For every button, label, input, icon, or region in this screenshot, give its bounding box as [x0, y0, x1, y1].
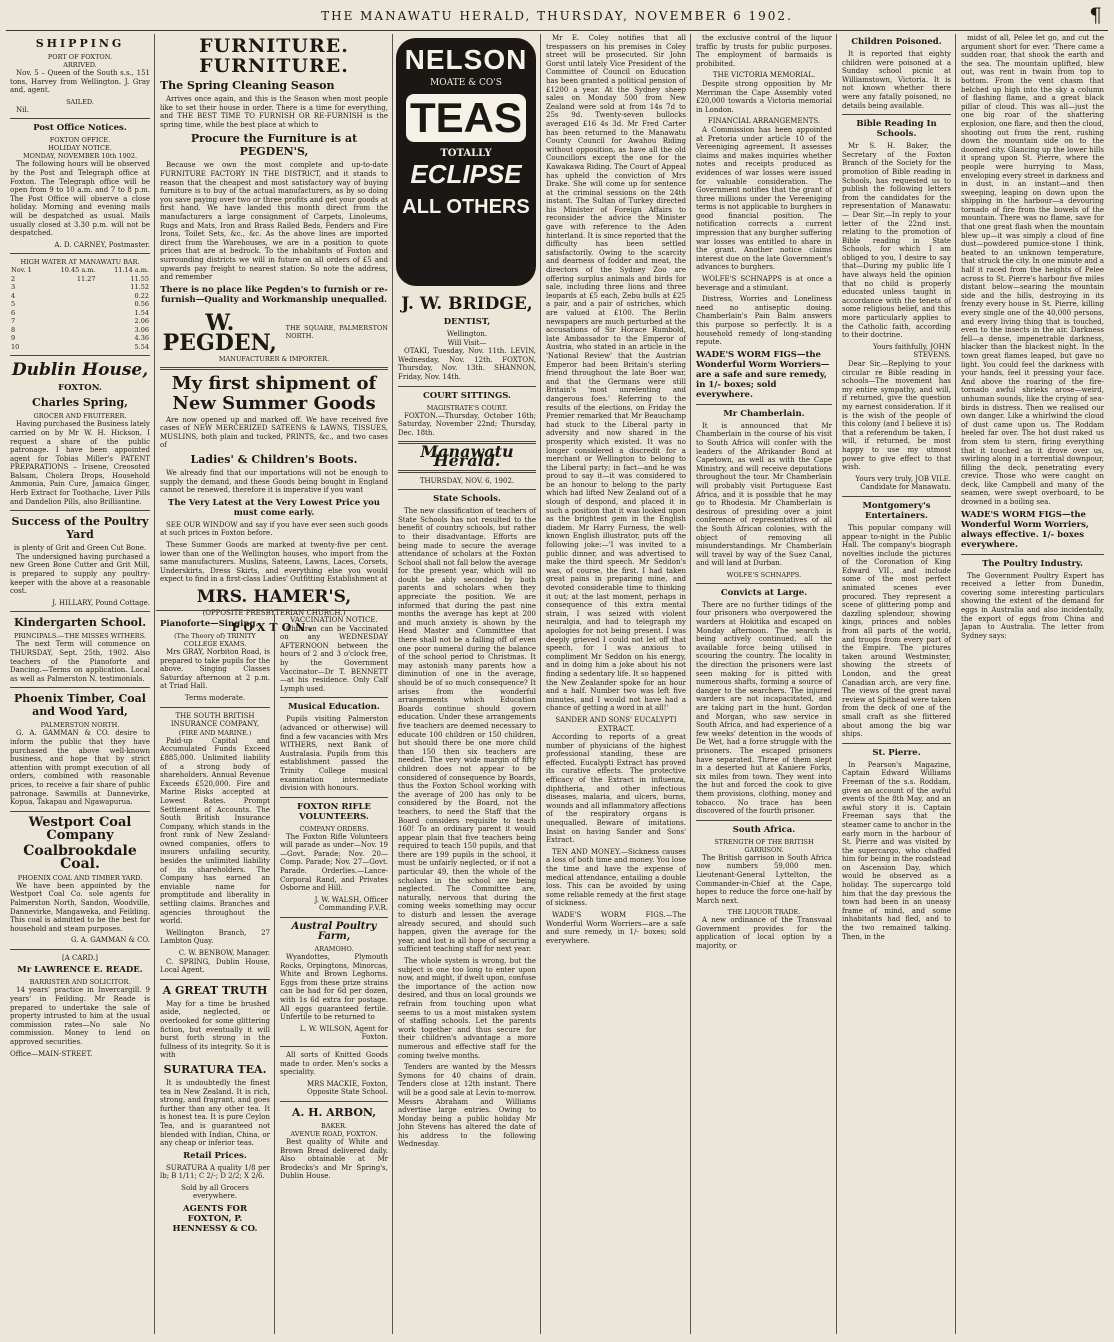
herald-title: Manawatu Herald. — [420, 442, 514, 470]
furniture-heading: FURNITURE. FURNITURE. — [199, 35, 349, 77]
tide-cell — [43, 317, 96, 326]
holiday-date: MONDAY, NOVEMBER 10th 1902. — [22, 152, 138, 161]
tide-row — [10, 343, 150, 352]
col7-worm: WADE'S WORM FIGS—the Wonderful Worm Worriers, always effective. 1/- boxes everywhere. — [961, 509, 1089, 550]
piano-text: Mrs GRAY, Norbiton Road, is prepared to take pupils for the above. Singing Classes Saturday afternoon at 2 p.m. at Triad Hall. — [160, 648, 270, 691]
pelee-text: midst of all, Pelee let go, and cut the argument short for ever. 'There came a sudden roar, that shook the earth and the sea. The mountain uplifted, blew out, was rent in twain from top to bottom. From the vent chasm that belched up high into the sky a column of flashing flame, and a great black pillar of cloud. This was all—just the one big roar of the shattering explosion, one flare, and then the cloud, shooting out from the rent, rushing down the mountain side on to the doomed city. Glancing up the lower hills it sprang upon St. Pierre, where the people were hurrying to Mass, enveloping every street in darkness and in dust, in an instant—and then sweeping, leaping on down upon the shipping in the harbour—a devouring tornado of fire from the bowels of the mountain. There was no flame, save for that one great flash when the mountain blew up—it was simply a cloud of fine dust—powdered pumice-stone I think, heated to an unknown temperature, that struck the city. In one minute and a half it raced from the heights of Pelee across to St. Pierre's harbour five miles distant below—searing the mountain side and the hills, destroying in its frenzy every house in St. Pierre, killing every single one of the 40,000 persons, and every living thing that is touched, even to the insects in the air. Darkness fell—a dense, impenetrable darkness, blacker than the blackest night. In the town great flames leaped, but gave no light. You could feel the darkness with your hands, feel it pressing your face. And above the roaring of the fire-tornado awful shrieks arose—weird, unhuman sounds, like the crying of sea-birds in distress. Then we realised our own danger. Like a whirlwind the cloud of dust came upon us. The Roddam heeled far over. The hot dust raked us from stem to stern, firing everything that it touched as it drove over us, swirling along in a torrential downpour, filling the deck, penetrating every crevice. Those who were caught on deck, like Campbell and many of the seamen, were swept overboard, to be drowned in a boiling sea. — [961, 34, 1104, 507]
lowest-price: The Very Latest at the Very Lowest Price you must come early. — [168, 497, 380, 518]
tide-cell — [43, 343, 96, 352]
poultry-industry-text: The Government Poultry Expert has received a letter from Dunedin, covering some interesting particulars showing the extent of the demand for eggs in Australia and also incidentally, the export of eggs from China and Japan to Australia. The letter from Sydney says: — [961, 571, 1104, 640]
col5-top-text: the exclusive control of the liquor traffic by trusts for public purposes. The employment of barmaids is prohibited. — [696, 34, 832, 68]
pegden-name: W. PEGDEN, — [162, 309, 277, 356]
spring-text: Arrives once again, and this is the Season when most people like to set their house in order. There is a time for everything, and THE BEST TIME TO FURNISH OR RE-FURNISH is the spring time, while the best place at which to — [160, 95, 388, 129]
procure-heading: Procure the Furniture is at PEGDEN'S, — [190, 132, 358, 159]
truth-text: May for a time be brushed aside, neglected, or overlooked for some glittering fiction, but eventually it will burst forth strong in the fullness of its integrity. So it is with — [160, 999, 270, 1060]
tide-cell: 0.22 — [134, 291, 149, 300]
piano-sub: (The Theory of) TRINITY COLLEGE EXAMS. — [174, 632, 256, 648]
tide-cell: 11.27 — [76, 274, 96, 283]
column-2a — [156, 616, 274, 1332]
tide-cell: 10 — [11, 342, 20, 351]
baker-line: BAKER. — [320, 1121, 348, 1130]
court-heading: COURT SITTINGS. — [422, 390, 512, 401]
teas-word: TEAS — [406, 94, 526, 142]
wellington-branch: Wellington Branch, 27 Lambton Quay. — [160, 928, 270, 946]
convicts-heading: Convicts at Large. — [720, 587, 808, 598]
tide-cell: 5.54 — [134, 342, 149, 351]
tide-row — [10, 334, 150, 343]
arrived-heading: ARRIVED. — [63, 61, 97, 69]
phoenix-agents: PHOENIX COAL AND TIMBER YARD. — [17, 873, 143, 882]
ladies-text: We already find that our importations will not be enough to supply the demand, and these Goods being bought in England cannot be renewed, therefore it is imperative if you want — [160, 469, 388, 495]
austral-heading: Austral Poultry Farm, — [291, 921, 377, 943]
column-rule — [154, 34, 155, 1334]
suratura-text: It is undoubtedly the finest tea in New Zealand. It is rich, strong, and fragrant, and goes further than any other tea. It is honest tea. It is pure Ceylon Tea, and is guaranteed not blended with Indian, China, or any cheap or inferior teas. — [160, 1078, 270, 1148]
convicts-text: There are no further tidings of the four prisoners who overpowered the warders at Hokitika and escaped on Monday afternoon. The search is being actively continued, all the available force being utilised in scouring the country. The locality in the direction the prisoners were last seen making for is pitted with numerous shafts, forming a source of danger to the searchers. The injured warders are not incapacitated, and are taking part in the hunt. Gordon and Morgan, who saw service in South Africa, and had experience of a few weeks' detention in the woods of De Wet, had a force struggle with the prisoners. The escaped prisoners have separated. Three of them slept in a deserted hut at Kaniere Forks, six miles from town. They went into the hut and forced the cook to give them provisions, clothing, money and tobacco. No trace has been discovered of the fourth prisoner. — [696, 600, 832, 816]
coalbrookdale-heading: Coalbrookdale Coal. — [23, 842, 137, 872]
tide-cell — [43, 334, 96, 343]
column-4 — [542, 34, 690, 1334]
wolfe-text: Distress, Worries and Loneliness need no antiseptic dosing. Chamberlain's Pain Balm answers this purpose so perfectly. It is a household remedy of long-standing repute. — [696, 295, 832, 347]
magistrate: MAGISTRATE'S COURT. — [426, 403, 508, 412]
victoria-text: Despite strong opposition by Mr Merriman the Cape Assembly voted £20,000 towards a Victoria memorial in London. — [696, 79, 832, 114]
bridge-heading: J. W. BRIDGE, — [401, 294, 533, 314]
bible-text: Mr S. H. Baker, the Secretary of the Foxton Branch of the Society for the promotion of Bible reading in Schools, has requested us to publish the following letters from the candidates for the representation of Manawatu:— Dear Sir,—In reply to your letter of the 22nd inst. relating to the promotion of Bible reading in State Schools, for which I am obliged to you, I desire to say that—During my public life I have always held the opinion that no child is properly educated unless taught in accordance with the tenets of some religious belief, and this more particularly applies to the Catholic faith, according to their doctrine. — [842, 142, 951, 340]
tide-cell — [43, 326, 96, 335]
tide-cell: 1.54 — [134, 308, 149, 317]
kindergarten-heading: Kindergarten School. — [13, 616, 147, 630]
westport-heading: Westport Coal Company — [28, 814, 132, 843]
stevens-sign: Yours faithfully, JOHN STEVENS. — [872, 342, 951, 360]
holiday-notice: HOLIDAY NOTICE. — [48, 144, 112, 153]
chamberlain-heading: Mr Chamberlain. — [723, 408, 805, 419]
aramoho: ARAMOHO. — [314, 945, 354, 954]
great-truth: A GREAT TRUTH — [162, 983, 268, 997]
column-3 — [394, 292, 540, 1332]
tide-cell — [43, 283, 96, 292]
column-2b — [276, 616, 392, 1332]
phoenix-text: G. A. GAMMAN & CO. desire to inform the public that they have purchased the above well-known business, and hope that by strict attention with prompt execution of all orders, combined with reasonable prices, to receive a fair share of public patronage. Sawmills at Dannevirke, Kopua, Takapau and Ngawapurua. — [10, 729, 150, 807]
palmerston-north: PALMERSTON NORTH. — [40, 721, 120, 730]
hamer-sub: (OPPOSITE PRESBYTERIAN CHURCH.) — [202, 609, 346, 617]
summer-text: These Summer Goods are marked at twenty-five per cent. lower than one of the Wellington houses, who import from the same manufacturers. Muslins, Sateens, Lawns, Laces, Corsets, Underskirts, Dress Skirts, and everything else you would expect to find in a first-class Ladies' Outfitting Establishment at — [160, 541, 388, 584]
musical-heading: Musical Education. — [288, 702, 380, 713]
tide-cell: 10.45 a.m. — [60, 266, 96, 275]
office-line: Office—MAIN-STREET. — [10, 1049, 93, 1058]
tide-row — [10, 326, 150, 335]
nelson-word: NELSON — [404, 44, 528, 75]
tide-cell — [43, 309, 96, 318]
hamer-town: FOXTON. — [231, 620, 317, 634]
arrived-text: Nov. 5 – Queen of the South s.s., 151 tons, Harvey from Wellington. J. Gray and, agent. — [10, 69, 150, 95]
tide-cell: 4 — [11, 291, 16, 300]
wilson-sign: L. W. WILSON, Agent for Foxton. — [299, 1024, 388, 1042]
col4-worm-text: WADE'S WORM FIGS.—The Wonderful Worm Worriers—are a safe and sure remedy, in 1/- boxes; sold everywhere. — [546, 910, 686, 945]
tide-cell: 8 — [11, 325, 16, 334]
arbon-text: Best quality of White and Brown Bread delivered daily. Also obtainable at Mr Brodecks's and Mr Spring's, Dublin House. — [280, 1137, 388, 1181]
vaccination-heading: VACCINATION NOTICE. — [290, 616, 378, 624]
tide-table — [10, 266, 150, 351]
column-rule — [955, 34, 956, 1334]
spring-cleaning: The Spring Cleaning Season — [160, 79, 335, 92]
dentist: DENTIST, — [443, 317, 491, 327]
shipment-text: Are now opened up and marked off. We have received five cases of NEW MERCERIZED SATEENS & LAWNS, TISSUES, MUSLINS, both plain and tucked, PRINTS, &c., and two cases of — [160, 415, 388, 450]
tide-row — [10, 292, 150, 301]
post-office-heading: Post Office Notices. — [33, 123, 127, 134]
tide-cell: 11.14 a.m. — [114, 266, 149, 275]
dublin-house-heading: Dublin House, — [11, 360, 149, 381]
section-rule — [156, 610, 392, 611]
chamberlain-text: It is announced that Mr Chamberlain in the course of his visit to South Africa will confer with the leaders of the Afrikander Bond at Capetown, as well as with the Cape Ministry, and will receive deputations throughout the tour. Mr Chamberlain will probably visit Portuguese East Africa, and it is possible that he may go to Rhodesia. Mr Chamberlain is desirous of presiding over a joint conference of representatives of all the South African colonies, with the object of removing all misunderstandings. Mr Chamberlain will travel by way of the Suez Canal, and will land at Durban. — [696, 421, 832, 568]
tide-cell: 9 — [11, 334, 16, 343]
piano-terms: Terms moderate. — [184, 693, 246, 702]
liquor-text: A new ordinance of the Transvaal Government provides for the application of local option by a majority, or — [696, 916, 832, 951]
tide-cell — [43, 300, 96, 309]
schools-text: The new classification of teachers of State Schools has not resulted to the benefit of country schools, but rather to their disadvantage. Efforts are being made to secure the average attendance of scholars at the Foxton School shall not fall below the average for the present year, which will no doubt be ably seconded by both parents and scholars when they appreciate the position. We are informed that during the past nine months the average has kept at 200 and much anxiety is shown by the Head Master and Committee that there shall not be a falling off of even one poor numeral during the balance of the school period to Christmas. It may astonish many parents how a diminution of one in the average, should be of so much consequence? It arises from the wonderful arrangements which Education Boards continue should govern education. Under these arrangements five teachers are deemed necessary to educate 100 children or 150 children, but should there be one more child than 150 then six teachers are needed. The very wide margin of fifty children does not appear to be considered of consequence by Boards, thus the Foxton School working with the average of 200 has only to be considered by the Board, not the teachers, to need the Staff that the Board considers requisite to teach 160! To an ordinary parent it would appear plain that five teachers being required to teach 150 pupils, and that there are 199 pupils in the school, it must be unfairly neglected, or if not a particular 49, then the whole of the scholars in the school are being neglected. The Committee are, naturally, nervous that during the coming weeks something may occur to disturb and lessen the average already secured, and should such happen, given the average for the year, and lost is all hope of securing a sufficient teaching staff for next year. — [398, 507, 536, 954]
tenders-text: Tenders are wanted by the Messrs Symons for 40 chains of drain. Tenders close at 12th instant. There will be a good sale at Levin to-morrow. Messrs Abraham and Williams advertise large entries. Owing to Monday being a public holiday Mr John Stevens has altered the date of his address to the following Wednesday. — [398, 1063, 536, 1149]
column-1 — [6, 34, 154, 1334]
no-place-line: There is no place like Pegden's to furnish or re-furnish—Quality and Workmanship unequalled. — [160, 284, 388, 305]
top-rule — [6, 30, 1108, 31]
montgomery-text: This popular company will appear to-night in the Public Hall. The company's biograph novelties include the pictures of the Coronation of King Edward VII., and include some of the most perfect animated scenes ever procured. They represent a scene of glittering pomp and dazzling splendour, showing kings, princes and nobles from all parts of the world, and troops from every part of the Empire. The pictures taken around Westminster, showing the streets of London, and the great Canadian arch, are very fine. The views of the great naval review at Spithead were taken from the deck of one of the small craft as she flittered about among the big war ships. — [842, 523, 951, 739]
column-rule — [690, 34, 691, 1334]
sailed-nil: Nil. — [16, 105, 29, 114]
tide-cell: 11.52 — [130, 283, 149, 292]
will-visit: Will Visit— — [447, 338, 487, 347]
poultry-yard-text: The undersigned having purchased a new Green Bone Cutter and Grit Mill, is prepared to supply any poultry-keeper with the above at a reasonable cost. — [10, 552, 150, 596]
sander-text: According to reports of a great number of physicians of the highest professional standing, these are effected. Eucalypti Extract has proved its curative effects. The protective efficacy of the Extract in influenza, diphtheria, and other infectious diseases, malaria, and ulcers, burns, wounds and all inflammatory affections of the respiratory organs is unequalled. Beware of imitations. Insist on having Sander and Sons' Extract. — [546, 733, 686, 845]
south-british-heading: THE SOUTH BRITISH INSURANCE COMPANY, — [170, 711, 260, 729]
pegden-address: THE SQUARE, PALMERSTON NORTH. — [285, 323, 388, 340]
high-water-heading: HIGH WATER AT MANAWATU BAR. — [20, 258, 140, 267]
phoenix-heading: Phoenix Timber, Coal and Wood Yard, — [14, 692, 146, 719]
musical-text: Pupils visiting Palmerston (advanced or otherwise) will find a few vacancies with Mrs WITHERS, next Bank of Australasia. Pupils from this establishment passed the Trinity College musical examination intermediate division with honours. — [280, 715, 388, 793]
sailed-heading: SAILED. — [66, 97, 94, 106]
card-label: [A CARD.] — [61, 953, 98, 962]
walsh-sign: J. W. WALSH, Officer Commanding F.V.R. — [314, 895, 388, 913]
charles-spring: Charles Spring, — [31, 396, 128, 410]
suratura-heading: SURATURA TEA. — [163, 1062, 267, 1076]
poultry-industry-heading: The Poultry Industry. — [982, 558, 1083, 569]
schools-text-2: The whole system is wrong, but the subject is one too long to enter upon now, and might, if dwelt upon, confuse the importance of the action now desired, and thus on local grounds we refrain from touching upon what seems to us a most mistaken system of staffing schools. Let the parents work together and thus secure for their children's advantage a more numerous and effective staff for the coming twelve months. — [398, 957, 536, 1060]
suratura-prices: SURATURA A quality 1/8 per lb; B 1/11; C 2/-; D 2/2; X 2/6. — [160, 1163, 270, 1181]
bible-heading: Bible Reading In Schools. — [856, 119, 937, 140]
victoria-heading: THE VICTORIA MEMORIAL. — [712, 71, 816, 80]
tide-cell: 11.55 — [130, 274, 149, 283]
tide-cell: 2.06 — [134, 317, 149, 326]
post-office-text: The following hours will be observed by the Post and Telegraph office at Foxton. The Telegraph office will be open from 9 to 10 a.m. and 7 to 8 p.m. The Post Office will observe a close holiday. Morning and evening mails will be despatched as usual. Mails usually closed at 3.30 p.m. will not be despatched. — [10, 160, 150, 238]
tide-cell: 2 — [11, 274, 16, 283]
tide-cell: 4.36 — [134, 334, 149, 343]
tide-cell: 7 — [11, 317, 16, 326]
tide-row — [10, 266, 150, 275]
column-rule — [392, 34, 393, 1334]
poultry-yard-heading: Success of the Poultry Yard — [11, 515, 149, 542]
agents-line: AGENTS FOR FOXTON, P. HENNESSY & CO. — [172, 1204, 258, 1235]
st-pierre-heading: St. Pierre. — [872, 747, 921, 758]
tide-cell: 6 — [11, 308, 16, 317]
arbon-heading: A. H. ARBON, — [291, 1105, 377, 1119]
wellington: Wellington. — [446, 330, 488, 338]
court-text: FOXTON.—Thursday, October 16th; Saturday, November 22nd; Thursday, Dec. 18th. — [398, 411, 536, 437]
austral-text: Wyandottes, Plymouth Rocks, Orpingtons, Minorcas, White and Brown Leghorns. Eggs from these prize strains can be had for 6d per dozen, with 1s 6d extra for postage. All eggs guaranteed fertile. Unfertile to be returned to — [280, 953, 388, 1022]
south-british-text: Paid-up Capital and Accumulated Funds Exceed £885,000. Unlimited liability of a strong body of shareholders. Annual Revenue Exceeds £520,000. Fire and Marine Risks accepted at Lowest Rates. Prompt Settlement of Accounts. The South British Insurance Company, which stands in the front rank of New Zealand-owned companies, offers to insurers unfailing security, besides the unlimited liability of its shareholders. The Company has earned an enviable name for promptitude and liberality in settling claims. Branches and agencies throughout the world. — [160, 736, 270, 926]
totally-word: TOTALLY — [440, 148, 492, 159]
foxton-office: FOXTON OFFICE. — [49, 136, 111, 145]
tide-row — [10, 309, 150, 318]
state-schools-heading: State Schools. — [433, 494, 501, 505]
liquor-heading: THE LIQUOR TRADE. — [727, 908, 801, 917]
ladies-boots: Ladies' & Children's Boots. — [190, 453, 358, 467]
procure-text: Because we own the most complete and up-to-date FURNITURE FACTORY IN THE DISTRICT, and it stands to reason that the cheapest and most satisfactory way of buying furniture is to buy of the actual manufacturers, as by so doing you save paying over two or three profits and get your goods at first hand. We have landed this month direct from the manufacturers a large consignment of Carpets, Linoleums, Rugs and Mats, Iron and Brass Railed Beds, Fenders and Fire Irons, Toilet Sets, &c., &c. As the above lines are imported direct from the Warehouses, we are in a position to quote prices that are at bedrock. To the inhabitants of Foxton and surrounding districts we will in future on all orders of £5 and upwards pay freight to nearest station. So note the address, and remember — [160, 161, 388, 282]
westport-text: We have been appointed by the Westport Coal Co. sole agents for Palmerston North, Sandon, Woodville, Dannevirke, Mangaweka, and Feilding. This coal is admitted to be the best for household and steam purposes. — [10, 881, 150, 933]
postmaster: A. D. CARNEY, Postmaster. — [54, 240, 150, 249]
montgomery-heading: Montgomery's Entertainers. — [862, 500, 931, 521]
poisoned-heading: Children Poisoned. — [851, 37, 942, 47]
herald-date: THURSDAY, NOV. 6, 1902. — [419, 476, 515, 485]
hamer-name: MRS. HAMER'S, — [196, 587, 352, 607]
reade-text: 14 years' practice in Invercargill. 9 years' in Feilding. Mr Reade is prepared to undertake the sale of property intrusted to him at the usual commission rates—No sale No commission. Money to lend on approved securities. — [10, 986, 150, 1047]
nelson-tea-ad — [396, 38, 536, 286]
reade-heading: Mr LAWRENCE E. READE. — [17, 965, 143, 976]
tide-row — [10, 283, 150, 292]
mackie-sign: MRS MACKIE, Foxton, Opposite State School. — [306, 1079, 388, 1097]
port-heading: PORT OF FOXTON. — [47, 53, 113, 61]
tide-cell: 0.56 — [134, 300, 149, 309]
principals: PRINCIPALS.—THE MISSES WITHERS. — [14, 632, 146, 641]
fire-marine: (FIRE AND MARINE.) — [178, 728, 252, 737]
kindergarten-text: The next Term will commence on THURSDAY, Sept. 25th, 1902. Also teachers of the Pianoforte and Dancing.—Terms on application. Local as well as Palmerston N. testimonials. — [10, 640, 150, 683]
st-pierre-text: In Pearson's Magazine, Captain Edward Williams Freeman of the s.s. Roddam, gives an account of the awful events of the 8th May, and an awful story it is. Captain Freeman says that the steamer came to anchor in the early morn in the harbour of St. Pierre and was visited by the supercargo, who chaffed him for being in the roadstead on Ascension Day, which would be observed as a holiday. The supercargo told him that the day previous the town had been in an uneasy frame of mind, and some inhabitants had fled, and to the two remained talking. Then, in the — [842, 760, 951, 941]
tide-cell: 3 — [11, 283, 16, 292]
tide-cell: Nov. 1 — [11, 266, 32, 275]
sander-heading: SANDER AND SONS' EUCALYPTI EXTRACT. — [555, 715, 677, 733]
all-others-word: ALL OTHERS — [402, 196, 530, 218]
column-rule — [274, 614, 275, 1334]
dublin-town: FOXTON. — [58, 383, 102, 394]
column-6 — [838, 34, 955, 1334]
tide-row — [10, 275, 150, 284]
spring-agent: C. SPRING, Dublin House, Local Agent. — [160, 957, 270, 975]
moate-word: MOATE & CO'S — [430, 78, 502, 88]
tide-row — [10, 300, 150, 309]
garrison-text: The British garrison in South Africa now numbers 59,000 men. Lieutenant-General Lyttelton, the Commander-in-Chief at the Cape, hopes to reduce the force one-half by March next. — [696, 853, 832, 905]
rifle-heading: FOXTON RIFLE VOLUNTEERS. — [297, 801, 371, 822]
column-rule — [540, 34, 541, 1334]
shipping-heading: SHIPPING — [35, 37, 125, 50]
gamman-sign: G. A. GAMMAN & CO. — [70, 936, 150, 945]
retail-prices: Retail Prices. — [183, 1150, 247, 1161]
benbow-sign: C. W. BENBOW, Manager. — [178, 949, 270, 957]
poisoned-text: It is reported that eighty children were poisoned at a Sunday school picnic at Williamstown, Victoria. It is not known whether there were any fatally poisoned, no details being available. — [842, 50, 951, 110]
column-rule — [836, 34, 837, 1334]
tide-cell — [43, 292, 96, 301]
col4-top-text: Mr E. Coley notifies that all trespassers on his premises in Coley street will be prosecuted. Sir John Gorst until lately Vice President of the Committee of Council on Education has been granted a political pension of £1200 a year. At the Sydney sheep sales on Monday 500 from New Zealand were sold at from 14s 7d to 25s 9d. Twenty-seven bullocks averaged £16 4s 3d. Mr Fred Carter has been returned to the Manawatu County Council for Awahou Riding without opposition, as have all the old Councillors except the one for the Kawakawa Riding. The Court of Appeal has upheld the conviction of Mrs Drake. She will come up for sentence at the criminal sessions on the 24th instant. The Sultan of Turkey directed his Minister of Foreign Affairs to reconsider the advice the Minister gave with reference to the Aden hinterland. It is since reported that the difficulty has been settled satisfactorily. Owing to the scarcity and dearness of fodder and meat, the directors of the Sydney Zoo are offering surplus animals and birds for sale, including three lions and three leopards at £5 each, Zebu bulls at £25 a pair, and a pair of ostriches, which are valued at £100. The Berlin newspapers are much perturbed at the accusations of Sir Horace Rumbold, late Ambassador to the Emperor of Austria, who stated in an article in the 'National Review' that the Austrian Emperor had been Britain's sterling friend throughout the late Boer war, and that the Germans were still Britain's 'most unrelenting and dangerous foes.' Referring to the results of the elections, on Friday the Premier remarked that Mr Beauchamp had stuck to the Liberal party in adversity and now shared in the prosperity which existed. It was no longer considered a discredit for a merchant or Wellington to belong to the Liberal party; in fact—and he was proud to say it—it was considered to be an honour to belong to the party which had lifted New Zealand out of a slough of despond, and placed it in such a position that it was looked upon as the brightest gem in the English diadem. Mr Harry Furness, the well-known English illustrator, puts off the following joke:—'I was invited to a public dinner, and was advertised to make the third speech. Mr Seddon's was, of course, the first. I had taken great pains in preparing mine, and devoted considerable time to thinking it out; at the last moment, perhaps in consequence of this extra mental strain, I was seized with violent neuralgia, and had to telegraph my apologies for not being present. I was deeply grieved I could not let off that speech, for I was anxious to compliment Mr Seddon on his energy, and in doing him a joke about his not finding a sedentary life. It so happened the New Zealander spoke for an hour and a half. Number two was left five minutes, and I would not have had a chance of getting a word in at all!' — [546, 34, 686, 713]
tide-cell: 5 — [11, 300, 16, 309]
piano-heading: Pianoforte—Singing. — [160, 619, 259, 629]
window-text: SEE OUR WINDOW and say if you have ever seen such goods at such prices in Foxton before. — [160, 520, 388, 538]
vile-sign: Yours very truly, JOB VILE. Candidate for Manawatu. — [855, 474, 951, 492]
dear-sir-text: Dear Sir,—Replying to your circular re Bible reading in schools—The movement has my entire sympathy, and will, if returned, give the question my earnest consideration. If it is the wish of the people of this colony (and I believe it is) that a referendum be taken, I will, if returned, be most happy to use my utmost power to give effect to that wish. — [842, 360, 951, 472]
financial-heading: FINANCIAL ARRANGEMENTS. — [707, 117, 821, 126]
rifle-text: The Foxton Rifle Volunteers will parade as under—Nov. 19—Govt. Parade; Nov. 20—Comp. Parade; Nov. 27—Govt. Parade. Orderlies.—Lance-Corporal Rand, and Privates Osborne and Hill. — [280, 832, 388, 893]
tide-row — [10, 317, 150, 326]
barrister: BARRISTER AND SOLICITOR. — [29, 978, 131, 987]
tide-cell: 3.06 — [134, 325, 149, 334]
page-corner-mark: ¶ — [1089, 3, 1104, 27]
column-7 — [957, 34, 1108, 1334]
hillary-sign: J. HILLARY, Pound Cottage. — [52, 598, 150, 607]
manufacturer: MANUFACTURER & IMPORTER. — [218, 354, 330, 363]
masthead-title: THE MANAWATU HERALD, THURSDAY, NOVEMBER 6 1902. — [321, 9, 793, 23]
avenue-line: AVENUE ROAD, FOXTON. — [290, 1129, 378, 1138]
masthead — [0, 0, 1114, 30]
wolfe-line: WOLFE'S SCHNAPPS is at once a beverage and a stimulant. — [696, 275, 832, 292]
visits-text: OTAKI, Tuesday, Nov. 11th. LEVIN, Wednesday, Nov. 12th. FOXTON, Thursday, Nov. 13th. SHANNON, Friday, Nov. 14th. — [398, 347, 536, 381]
sold-line: Sold by all Grocers everywhere. — [181, 1183, 249, 1201]
financial-text: A Commission has been appointed at Pretoria under article 10 of the Vereeniging agreement. It assesses claims and makes inquiries whether notes and receipts produced as evidences of war losses were issued for valuable consideration. The Government notifies that the grant of three millions under the Vereeniging terms is not applicable to burghers in good financial position. The notification corrects a current impression that any burgher suffering war losses was entitled to share in the grant. Another notice claims interest due on the late Government's advances to burghers. — [696, 125, 832, 272]
vaccination-text: Children can be Vaccinated on any WEDNESDAY AFTERNOON between the hours of 2 and 3 o'clock free, by the Government Vaccinator—Dr T. BENNETT—at his residence. Only Calf Lymph used. — [280, 624, 388, 693]
company-orders: COMPANY ORDERS. — [299, 824, 369, 833]
wolfe-schnapps: WOLFE'S SCHNAPPS. — [726, 570, 802, 579]
south-africa-heading: South Africa. — [732, 824, 796, 835]
grocer-heading: GROCER AND FRUITERER. — [33, 412, 127, 421]
knitted-text: All sorts of Knitted Goods made to order. Men's socks a speciality. — [280, 1050, 388, 1077]
poultry-yard-sub: is plenty of Grit and Green Cut Bone. — [13, 544, 147, 553]
column-5 — [692, 34, 836, 1334]
eclipse-word: ECLIPSE — [410, 159, 522, 189]
shipment-heading: My first shipment of New Summer Goods — [171, 372, 377, 414]
time-money-text: TEN AND MONEY.—Sickness causes a loss of both time and money. You lose the time and have the expense of medical attendance, entailing a double loss. This can be avoided by using some reliable remedy at the first stage of sickness. — [546, 847, 686, 908]
col5-worm: WADE'S WORM FIGS—the Wonderful Worm Worriers—are a safe and sure remedy, in 1/- boxes; sold everywhere. — [696, 349, 830, 400]
grocer-text: Having purchased the Business lately carried on by Mr W. H. Hickson, I request a share of the public patronage. I have been appointed agent for Tobias Miller's PATENT PREPARATIONS – Irisene, Creosoted Balsam, Cholera Drops, Household Ammonia, Pain Cure, Jamaica Ginger, Herb Extract for Toothache, Liver Pills and Dandelion Pills, also Brilliantine. — [10, 420, 150, 506]
garrison-heading: STRENGTH OF THE BRITISH GARRISON. — [714, 837, 814, 854]
